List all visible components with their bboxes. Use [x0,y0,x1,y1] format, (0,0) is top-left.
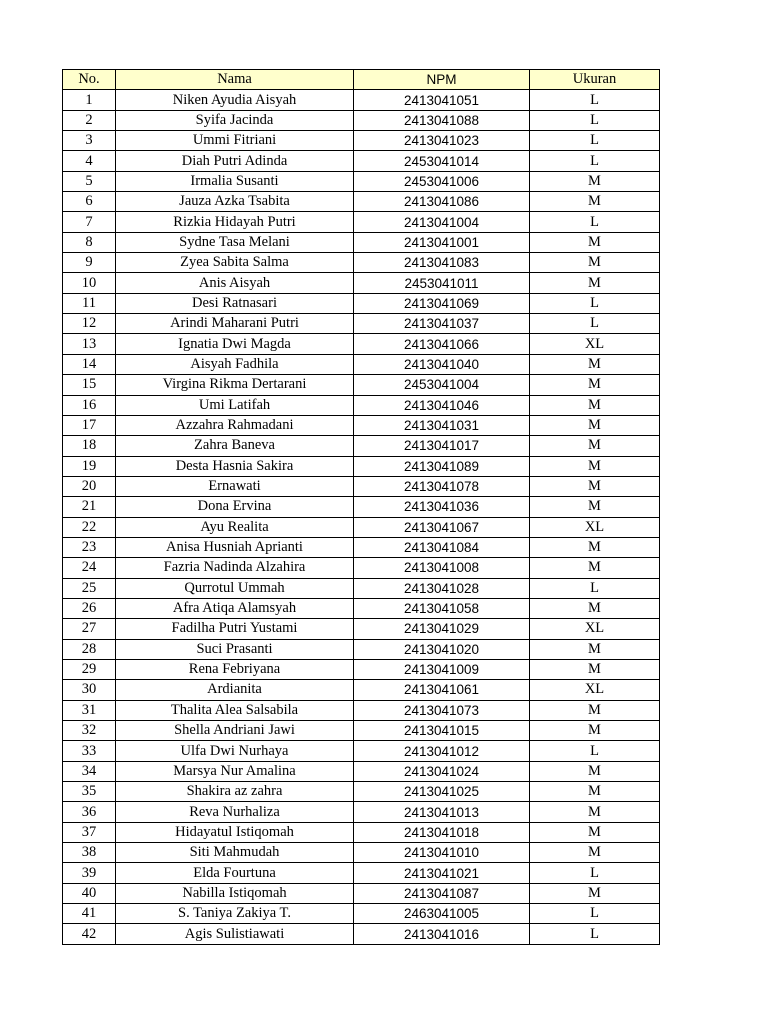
table-row [63,598,660,618]
table-row [63,517,660,537]
cell-ukuran: L [530,924,660,944]
cell-no: 21 [63,497,116,517]
table-row [63,659,660,679]
header-ukuran: Ukuran [530,70,660,90]
cell-no: 42 [63,924,116,944]
cell-npm: 2413041051 [354,90,530,110]
document-sheet [62,69,660,945]
cell-npm: 2413041029 [354,619,530,639]
cell-nama: Nabilla Istiqomah [116,883,354,903]
cell-ukuran: XL [530,619,660,639]
cell-nama: Arindi Maharani Putri [116,314,354,334]
cell-npm: 2413041025 [354,782,530,802]
cell-ukuran: M [530,436,660,456]
cell-ukuran: M [530,253,660,273]
table-row [63,700,660,720]
cell-nama: Ardianita [116,680,354,700]
cell-npm: 2413041086 [354,192,530,212]
cell-no: 35 [63,782,116,802]
cell-no: 2 [63,110,116,130]
cell-nama: Anis Aisyah [116,273,354,293]
cell-npm: 2463041005 [354,904,530,924]
cell-nama: Rena Febriyana [116,659,354,679]
cell-no: 14 [63,354,116,374]
cell-nama: Syifa Jacinda [116,110,354,130]
cell-nama: Marsya Nur Amalina [116,761,354,781]
cell-no: 8 [63,232,116,252]
cell-ukuran: L [530,131,660,151]
cell-nama: Zyea Sabita Salma [116,253,354,273]
cell-no: 27 [63,619,116,639]
table-row [63,782,660,802]
cell-nama: Diah Putri Adinda [116,151,354,171]
cell-no: 29 [63,659,116,679]
table-row [63,843,660,863]
cell-nama: Hidayatul Istiqomah [116,822,354,842]
cell-npm: 2413041058 [354,598,530,618]
cell-npm: 2413041083 [354,253,530,273]
cell-npm: 2413041012 [354,741,530,761]
cell-no: 16 [63,395,116,415]
cell-nama: Ulfa Dwi Nurhaya [116,741,354,761]
cell-ukuran: L [530,741,660,761]
cell-ukuran: M [530,782,660,802]
cell-nama: Siti Mahmudah [116,843,354,863]
header-nama: Nama [116,70,354,90]
cell-no: 24 [63,558,116,578]
cell-nama: Ayu Realita [116,517,354,537]
cell-nama: Fazria Nadinda Alzahira [116,558,354,578]
cell-ukuran: M [530,273,660,293]
cell-ukuran: L [530,212,660,232]
cell-no: 22 [63,517,116,537]
cell-no: 12 [63,314,116,334]
cell-nama: Irmalia Susanti [116,171,354,191]
cell-npm: 2453041006 [354,171,530,191]
table-row [63,253,660,273]
cell-no: 31 [63,700,116,720]
cell-nama: Shakira az zahra [116,782,354,802]
header-no: No. [63,70,116,90]
cell-npm: 2413041084 [354,537,530,557]
cell-npm: 2413041004 [354,212,530,232]
cell-nama: Reva Nurhaliza [116,802,354,822]
cell-no: 17 [63,415,116,435]
cell-ukuran: M [530,375,660,395]
cell-ukuran: M [530,598,660,618]
cell-npm: 2413041087 [354,883,530,903]
cell-ukuran: M [530,192,660,212]
cell-ukuran: M [530,497,660,517]
cell-npm: 2413041010 [354,843,530,863]
cell-npm: 2413041031 [354,415,530,435]
cell-npm: 2413041020 [354,639,530,659]
cell-npm: 2413041067 [354,517,530,537]
cell-nama: Niken Ayudia Aisyah [116,90,354,110]
cell-npm: 2413041017 [354,436,530,456]
cell-nama: Desta Hasnia Sakira [116,456,354,476]
table-row [63,476,660,496]
cell-ukuran: M [530,456,660,476]
cell-nama: Desi Ratnasari [116,293,354,313]
table-row [63,558,660,578]
cell-npm: 2413041046 [354,395,530,415]
table-row [63,537,660,557]
table-row [63,761,660,781]
header-npm: NPM [354,70,530,90]
cell-nama: Zahra Baneva [116,436,354,456]
cell-nama: Afra Atiqa Alamsyah [116,598,354,618]
cell-no: 6 [63,192,116,212]
table-row [63,802,660,822]
header-row [63,70,660,90]
cell-npm: 2413041040 [354,354,530,374]
table-row [63,273,660,293]
cell-nama: Virgina Rikma Dertarani [116,375,354,395]
table-row [63,131,660,151]
cell-no: 41 [63,904,116,924]
cell-ukuran: L [530,151,660,171]
cell-npm: 2453041011 [354,273,530,293]
cell-ukuran: M [530,558,660,578]
cell-ukuran: M [530,639,660,659]
cell-no: 28 [63,639,116,659]
table-row [63,883,660,903]
cell-no: 36 [63,802,116,822]
table-row [63,904,660,924]
cell-no: 30 [63,680,116,700]
cell-npm: 2413041001 [354,232,530,252]
cell-npm: 2413041036 [354,497,530,517]
cell-npm: 2413041037 [354,314,530,334]
cell-ukuran: M [530,354,660,374]
cell-npm: 2413041028 [354,578,530,598]
table-row [63,863,660,883]
cell-no: 1 [63,90,116,110]
table-row [63,456,660,476]
cell-nama: Agis Sulistiawati [116,924,354,944]
table-row [63,334,660,354]
cell-ukuran: L [530,863,660,883]
cell-ukuran: XL [530,334,660,354]
cell-npm: 2453041004 [354,375,530,395]
cell-no: 37 [63,822,116,842]
cell-ukuran: L [530,578,660,598]
table-row [63,680,660,700]
cell-no: 34 [63,761,116,781]
cell-nama: Qurrotul Ummah [116,578,354,598]
cell-npm: 2413041069 [354,293,530,313]
cell-nama: Aisyah Fadhila [116,354,354,374]
cell-ukuran: M [530,395,660,415]
cell-no: 5 [63,171,116,191]
cell-ukuran: M [530,232,660,252]
table-row [63,151,660,171]
cell-no: 40 [63,883,116,903]
cell-ukuran: M [530,761,660,781]
cell-nama: Ummi Fitriani [116,131,354,151]
cell-nama: Ignatia Dwi Magda [116,334,354,354]
cell-nama: Shella Andriani Jawi [116,721,354,741]
table-row [63,212,660,232]
cell-npm: 2413041061 [354,680,530,700]
table-row [63,721,660,741]
cell-ukuran: M [530,721,660,741]
table-row [63,924,660,944]
table-row [63,314,660,334]
cell-no: 23 [63,537,116,557]
cell-no: 25 [63,578,116,598]
cell-nama: Thalita Alea Salsabila [116,700,354,720]
cell-nama: Azzahra Rahmadani [116,415,354,435]
cell-ukuran: L [530,904,660,924]
table-row [63,171,660,191]
cell-npm: 2413041088 [354,110,530,130]
cell-nama: Suci Prasanti [116,639,354,659]
cell-nama: Umi Latifah [116,395,354,415]
table-header [63,70,660,90]
cell-nama: Sydne Tasa Melani [116,232,354,252]
cell-no: 11 [63,293,116,313]
cell-no: 3 [63,131,116,151]
cell-nama: Anisa Husniah Aprianti [116,537,354,557]
cell-ukuran: M [530,171,660,191]
table-row [63,375,660,395]
cell-ukuran: XL [530,680,660,700]
table-body [63,90,660,944]
cell-ukuran: M [530,883,660,903]
table-row [63,436,660,456]
table-row [63,293,660,313]
table-row [63,90,660,110]
table-row [63,415,660,435]
cell-no: 19 [63,456,116,476]
cell-npm: 2413041013 [354,802,530,822]
cell-no: 39 [63,863,116,883]
cell-npm: 2453041014 [354,151,530,171]
cell-no: 33 [63,741,116,761]
cell-ukuran: L [530,293,660,313]
cell-nama: Fadilha Putri Yustami [116,619,354,639]
cell-ukuran: L [530,314,660,334]
cell-no: 15 [63,375,116,395]
cell-ukuran: M [530,415,660,435]
table-row [63,110,660,130]
cell-npm: 2413041023 [354,131,530,151]
cell-ukuran: M [530,843,660,863]
table-row [63,192,660,212]
cell-ukuran: M [530,659,660,679]
cell-no: 10 [63,273,116,293]
cell-npm: 2413041008 [354,558,530,578]
cell-npm: 2413041066 [354,334,530,354]
table-row [63,619,660,639]
cell-no: 9 [63,253,116,273]
cell-no: 38 [63,843,116,863]
cell-no: 32 [63,721,116,741]
cell-no: 26 [63,598,116,618]
cell-ukuran: M [530,802,660,822]
cell-npm: 2413041015 [354,721,530,741]
cell-no: 20 [63,476,116,496]
cell-npm: 2413041016 [354,924,530,944]
cell-npm: 2413041078 [354,476,530,496]
cell-no: 7 [63,212,116,232]
cell-ukuran: XL [530,517,660,537]
cell-no: 18 [63,436,116,456]
cell-npm: 2413041021 [354,863,530,883]
table-row [63,639,660,659]
cell-nama: Ernawati [116,476,354,496]
cell-ukuran: M [530,476,660,496]
student-size-table [62,69,660,945]
cell-nama: Dona Ervina [116,497,354,517]
cell-npm: 2413041073 [354,700,530,720]
cell-ukuran: M [530,822,660,842]
table-row [63,578,660,598]
cell-npm: 2413041009 [354,659,530,679]
cell-ukuran: M [530,537,660,557]
cell-nama: Jauza Azka Tsabita [116,192,354,212]
table-row [63,232,660,252]
table-row [63,497,660,517]
cell-nama: Elda Fourtuna [116,863,354,883]
cell-no: 4 [63,151,116,171]
cell-ukuran: L [530,90,660,110]
cell-nama: Rizkia Hidayah Putri [116,212,354,232]
cell-npm: 2413041089 [354,456,530,476]
cell-no: 13 [63,334,116,354]
cell-npm: 2413041018 [354,822,530,842]
table-row [63,822,660,842]
cell-npm: 2413041024 [354,761,530,781]
cell-ukuran: L [530,110,660,130]
cell-ukuran: M [530,700,660,720]
table-row [63,354,660,374]
table-row [63,395,660,415]
table-row [63,741,660,761]
cell-nama: S. Taniya Zakiya T. [116,904,354,924]
